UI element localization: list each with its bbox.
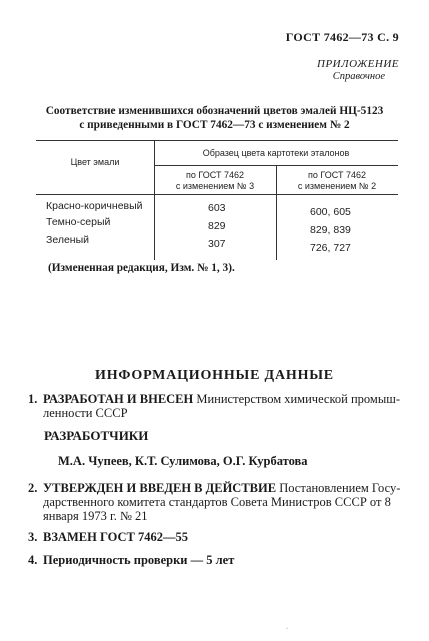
scan-speck: · (286, 626, 288, 632)
developers-names: М.А. Чупеев, К.Т. Сулимова, О.Г. Курбатова (58, 454, 308, 468)
row-3-value-2: 726, 727 (310, 242, 351, 254)
appendix-title: ПРИЛОЖЕНИЕ (317, 58, 399, 70)
subcol-header-2-line-1: по ГОСТ 7462 (308, 170, 366, 180)
item-2-rest: Постановлением Госу- (276, 481, 401, 495)
row-1-value-1: 603 (208, 202, 226, 214)
subcol-header-1-line-2: с изменением № 3 (175, 181, 255, 191)
subcol-header-2 (280, 170, 394, 192)
table-subcol-divider (276, 165, 277, 260)
page-header: ГОСТ 7462—73 С. 9 (285, 30, 399, 44)
item-2-line-3: января 1973 г. № 21 (43, 509, 148, 523)
edition-note: (Измененная редакция, Изм. № 1, 3). (48, 262, 235, 274)
item-3-text: ВЗАМЕН ГОСТ 7462—55 (43, 530, 188, 544)
row-2-value-2: 829, 839 (310, 224, 351, 236)
item-4-text: Периодичность проверки — 5 лет (43, 553, 235, 567)
table-header-rule (36, 194, 398, 195)
item-4-number: 4. (28, 553, 38, 567)
table-col-divider (154, 140, 155, 260)
caption-line-2: с приведенными в ГОСТ 7462—73 с изменением № 2 (79, 119, 350, 131)
row-1-value-2: 600, 605 (310, 206, 351, 218)
table-caption (0, 104, 429, 132)
item-2-number: 2. (28, 481, 38, 495)
developers-label: РАЗРАБОТЧИКИ (44, 428, 149, 443)
col-header-color: Цвет эмали (70, 157, 120, 167)
row-1-color: Красно-коричневый (46, 200, 143, 212)
info-section-title: ИНФОРМАЦИОННЫЕ ДАННЫЕ (95, 368, 334, 383)
item-1-line-2: ленности СССР (43, 406, 128, 420)
row-3-value-1: 307 (208, 238, 226, 250)
table-top-rule (36, 140, 398, 141)
item-2-bold: УТВЕРЖДЕН И ВВЕДЕН В ДЕЙСТВИЕ (43, 481, 277, 495)
col-group-header: Образец цвета картотеки эталонов (202, 148, 350, 158)
info-item-4 (28, 553, 402, 567)
item-1-number: 1. (28, 392, 38, 406)
appendix-subtitle: Справочное (332, 71, 385, 82)
color-correspondence-table (36, 140, 398, 260)
info-item-3 (28, 530, 402, 544)
info-item-2 (28, 481, 402, 523)
item-1-bold: РАЗРАБОТАН И ВНЕСЕН (43, 392, 194, 406)
info-item-1 (28, 392, 402, 420)
subcol-header-1-line-1: по ГОСТ 7462 (186, 170, 244, 180)
row-2-color: Темно-серый (46, 216, 111, 228)
caption-line-1: Соответствие изменившихся обозначений цветов эмалей НЦ-5123 (45, 105, 384, 117)
row-3-color: Зеленый (46, 234, 90, 246)
item-3-number: 3. (28, 530, 38, 544)
item-1-rest: Министерством химической промыш- (193, 392, 401, 406)
row-2-value-1: 829 (208, 220, 226, 232)
item-2-line-2: дарственного комитета стандартов Совета Министров СССР от 8 (43, 495, 391, 509)
subcol-header-1 (158, 170, 272, 192)
subcol-header-2-line-2: с изменением № 2 (297, 181, 377, 191)
